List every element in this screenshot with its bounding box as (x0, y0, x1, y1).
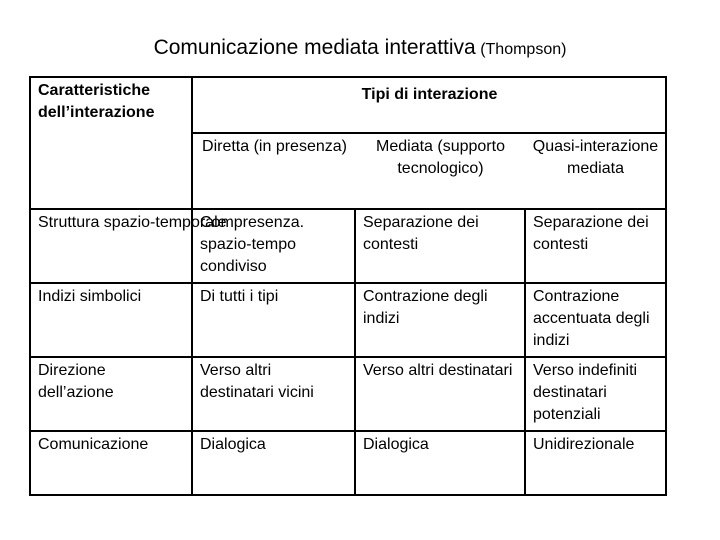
table-cell: Compresenza. spazio-tempo condiviso (192, 209, 355, 283)
table-cell: Verso indefiniti destinatari potenziali (525, 357, 666, 431)
header-col-quasi: Quasi-interazione mediata (525, 133, 666, 209)
table-cell: Dialogica (192, 431, 355, 495)
header-col-direct: Diretta (in presenza) (192, 133, 355, 209)
header-row-1 (30, 77, 666, 133)
row-label: Direzione dell’azione (30, 357, 192, 431)
table-cell: Dialogica (355, 431, 525, 495)
table-row (30, 209, 666, 283)
title-main: Comunicazione mediata interattiva (153, 36, 476, 59)
header-characteristics: Caratteristiche dell’interazione (30, 77, 192, 133)
table-cell: Separazione dei contesti (355, 209, 525, 283)
table-cell: Verso altri destinatari (355, 357, 525, 431)
page-title (0, 36, 720, 60)
table-cell: Di tutti i tipi (192, 283, 355, 357)
table-cell: Verso altri destinatari vicini (192, 357, 355, 431)
header-group-types: Tipi di interazione (192, 77, 666, 133)
table-cell: Separazione dei contesti (525, 209, 666, 283)
table-row (30, 431, 666, 495)
row-label: Comunicazione (30, 431, 192, 495)
interaction-types-table (29, 76, 667, 496)
row-label: Indizi simbolici (30, 283, 192, 357)
header-characteristics-empty (30, 133, 192, 209)
table-cell: Contrazione degli indizi (355, 283, 525, 357)
table-cell: Contrazione accentuata degli indizi (525, 283, 666, 357)
table-row (30, 357, 666, 431)
row-label: Struttura spazio-temporale (30, 209, 192, 283)
table-row (30, 283, 666, 357)
header-row-2 (30, 133, 666, 209)
header-col-mediated: Mediata (supporto tecnologico) (355, 133, 525, 209)
title-source: (Thompson) (480, 41, 567, 58)
table-cell: Unidirezionale (525, 431, 666, 495)
